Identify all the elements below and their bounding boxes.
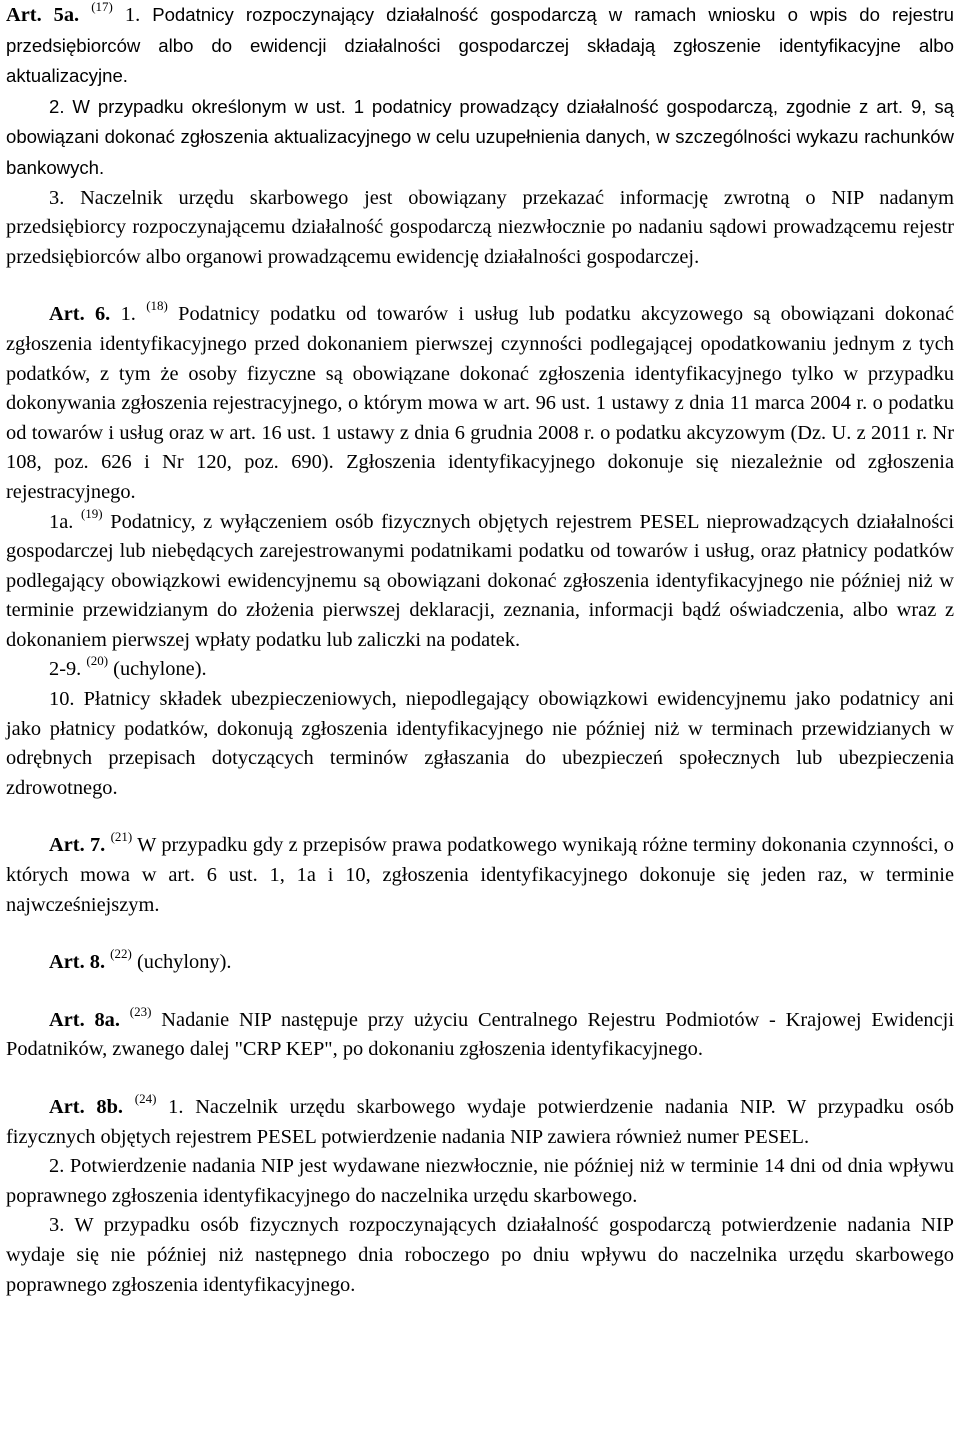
art6-par1a-text: Podatnicy, z wyłączeniem osób fizycznych objętych rejestrem PESEL nieprowadzących działalności gospodarczej lub niebędących zarejestrowanymi podatnikami podatku od towarów i usług, oraz płatnicy podatków podlegający obowiązkowi ewidencyjnemu są obowiązani dokonać zgłoszenia identyfikacyjnego nie później niż w terminie przewidzianym do złożenia pierwszej deklaracji, zeznania, informacji bądź oświadczenia, albo wraz z dokonaniem pierwszej wpłaty podatku lub zaliczki na podatek. [6,510,954,651]
art8-par [6,948,954,978]
art5a-par1-number: 1. [124,4,141,26]
art6-par2-9-number: 2-9. [49,658,82,681]
art6-par2-9-footnote-ref: (20) [86,653,109,669]
art6-par1 [6,300,954,507]
art5a-par1 [6,0,954,92]
art6-footnote-ref: (18) [146,298,168,314]
art5a-par3: 3. Naczelnik urzędu skarbowego jest obowiązany przekazać informację zwrotną o NIP nadanym przedsiębiorcy rozpoczynającemu działalność gospodarczą niezwłocznie po nadaniu sądowi prowadzącemu rejestr przedsiębiorców albo organowi prowadzącemu ewidencję działalności gospodarczej. [6,186,954,268]
art8b-par3: 3. W przypadku osób fizycznych rozpoczynających działalność gospodarczą potwierdzenie nadania NIP wydaje się nie później niż następnego dnia roboczego po dniu wpływu do naczelnika urzędu skarbowego poprawnego zgłoszenia identyfikacyjnego. [6,1214,954,1296]
art8b-par2: 2. Potwierdzenie nadania NIP jest wydawane niezwłocznie, nie później niż w terminie 14 dni od dnia wpływu poprawnego zgłoszenia identyfikacyjnego do naczelnika urzędu skarbowego. [6,1155,954,1207]
art5a-footnote-ref: (17) [91,0,113,14]
art6-par1a [6,505,954,656]
art6-heading: Art. 6. [49,303,111,326]
art8-text: (uchylony). [136,951,232,974]
art8b-heading: Art. 8b. [49,1096,124,1118]
art7-heading: Art. 7. [49,834,106,857]
art6-par10: 10. Płatnicy składek ubezpieczeniowych, niepodlegający obowiązkowi ewidencyjnemu jako podatnicy ani jako płatnicy podatków, dokonują zgłoszenia identyfikacyjnego nie później niż w terminach przewidzianych w odrębnych przepisach dotyczących terminów zgłaszania do ubezpieczeń społecznych lub ubezpieczenia zdrowotnego. [6,688,954,799]
art7-par [6,831,954,920]
art7-text: W przypadku gdy z przepisów prawa podatkowego wynikają różne terminy dokonania czynności, o których mowa w art. 6 ust. 1, 1a i 10, zgłoszenia identyfikacyjnego dokonuje się jeden raz, w terminie najwcześniejszym. [6,834,954,916]
art5a-par1-text: Podatnicy rozpoczynający działalność gospodarczą w ramach wniosku o wpis do rejestru przedsiębiorców albo do ewidencji działalności gospodarczej składają zgłoszenie identyfikacyjne albo aktualizacyjne. [6,4,955,87]
art8b-par1 [6,1093,954,1152]
art6-par1a-number: 1a. [49,510,74,533]
art6-par2-9-text: (uchylone). [113,658,207,681]
art8-heading: Art. 8. [49,951,106,974]
art5a-par2: 2. W przypadku określonym w ust. 1 podatnicy prowadzący działalność gospodarczą, zgodnie z art. 9, są obowiązani dokonać zgłoszenia aktualizacyjnego w celu uzupełnienia danych, w szczególności wykazu rachunków bankowych. [6,95,954,178]
art8-footnote-ref: (22) [110,946,132,962]
art8a-text: Nadanie NIP następuje przy użyciu Centralnego Rejestru Podmiotów - Krajowej Ewidencji Podatników, zwanego dalej "CRP KEP", po dokonaniu zgłoszenia identyfikacyjnego. [6,1008,955,1061]
art6-par1-number: 1. [120,303,136,326]
art5a-heading: Art. 5a. [6,4,80,26]
art6-par1a-footnote-ref: (19) [80,505,103,521]
art8a-footnote-ref: (23) [129,1003,152,1019]
art8b-par1-text: 1. Naczelnik urzędu skarbowego wydaje potwierdzenie nadania NIP. W przypadku osób fizycznych objętych rejestrem PESEL potwierdzenie nadania NIP zawiera również numer PESEL. [6,1096,954,1148]
art8a-par [6,1003,955,1065]
document-page [6,0,954,1300]
art6-par2-9 [6,655,954,685]
art7-footnote-ref: (21) [110,829,133,845]
art8b-footnote-ref: (24) [134,1091,157,1106]
art6-par1-text: Podatnicy podatku od towarów i usług lub podatku akcyzowego są obowiązani dokonać zgłoszenia identyfikacyjnego przed dokonaniem pierwszej czynności podlegającej opodatkowaniu jednym z tych podatków, z tym że osoby fizyczne są obowiązane dokonać zgłoszenia identyfikacyjnego tylko w przypadku dokonywania zgłoszenia rejestracyjnego, o którym mowa w art. 96 ust. 1 ustawy z dnia 11 marca 2004 r. o podatku od towarów i usług oraz w art. 16 ust. 1 ustawy z dnia 6 grudnia 2008 r. o podatku akcyzowym (Dz. U. z 2011 r. Nr 108, poz. 626 i Nr 120, poz. 690). Zgłoszenia identyfikacyjnego dokonuje się niezależnie od zgłoszenia rejestracyjnego. [6,303,954,503]
art8a-heading: Art. 8a. [49,1008,120,1031]
